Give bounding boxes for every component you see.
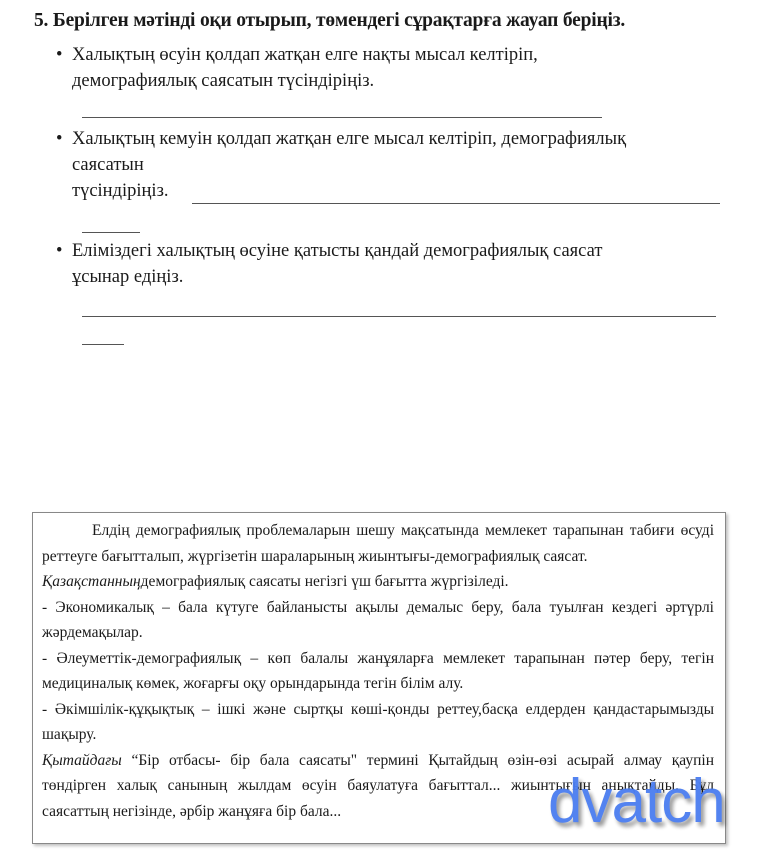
bullet-icon: • xyxy=(56,45,63,65)
bullet-icon: • xyxy=(56,241,63,261)
question-2-line-3: түсіндіріңіз. xyxy=(72,181,169,201)
reading-paragraph-1: Елдің демографиялық проблемаларын шешу мақсатында мемлекет тарапынан табиғи өсуді реттеуге бағытталып, жүргізетін шараларының жиынтығы-демографиялық саясат. xyxy=(42,522,714,565)
task-title: 5. Берілген мәтінді оқи отырып, төмендегі сұрақтарға жауап беріңіз. xyxy=(34,10,626,31)
reading-paragraph-2-italic: Қазақстанның xyxy=(42,573,141,590)
answer-line-3b[interactable] xyxy=(82,344,124,345)
question-2-line-2: саясатын xyxy=(72,155,144,175)
question-3-line-1: Еліміздегі халықтың өсуіне қатысты қандай демографиялық саясат xyxy=(72,241,603,261)
reading-paragraph-5: - Әкімшілік-құқықтық – ішкі және сыртқы көші-қонды реттеу,басқа елдерден қандастарымызды шақыру. xyxy=(42,700,714,743)
reading-paragraph-2-text: демографиялық саясаты негізгі үш бағытта жүргізіледі. xyxy=(140,573,509,590)
question-2 xyxy=(56,126,626,204)
question-1-line-2: демографиялық саясатын түсіндіріңіз. xyxy=(72,71,375,91)
question-2-line-1: Халықтың кемуін қолдап жатқан елге мысал келтіріп, демографиялық xyxy=(72,129,627,149)
question-3 xyxy=(56,238,602,290)
question-1-line-1: Халықтың өсуін қолдап жатқан елге нақты мысал келтіріп, xyxy=(72,45,538,65)
question-1 xyxy=(56,42,538,94)
reading-paragraph-6-text: “Бір отбасы- бір бала саясаты" термині Қытайдың өзін-өзі асырай алмау қаупін төндірген халық санының жылдам өсуін баяулатуға бағыттал... жиынтығын анықтайды. Бұл саясаттың негізінде, әрбір жанұяға бір бала... xyxy=(42,751,714,820)
answer-line-2a[interactable] xyxy=(192,203,720,204)
answer-line-1[interactable] xyxy=(82,117,602,118)
reading-paragraph-2 xyxy=(42,569,714,595)
reading-paragraph-4: - Әлеуметтік-демографиялық – көп балалы жанұяларға мемлекет тарапынан пәтер беру, тегін медициналық көмек, жоғарғы оқу орындарында тегін білім алу. xyxy=(42,649,714,692)
question-3-line-2: ұсынар едіңіз. xyxy=(72,267,184,287)
bullet-icon: • xyxy=(56,129,63,149)
reading-paragraph-6-italic: Қытайдағы xyxy=(42,751,122,769)
answer-line-3a[interactable] xyxy=(82,316,716,317)
answer-line-2b[interactable] xyxy=(82,232,140,233)
reading-paragraph-3: - Экономикалық – бала күтуге байланысты ақылы демалыс беру, бала туылған кездегі әртүрлі жәрдемақылар. xyxy=(42,598,714,641)
watermark-logo: dvatch xyxy=(548,767,725,836)
